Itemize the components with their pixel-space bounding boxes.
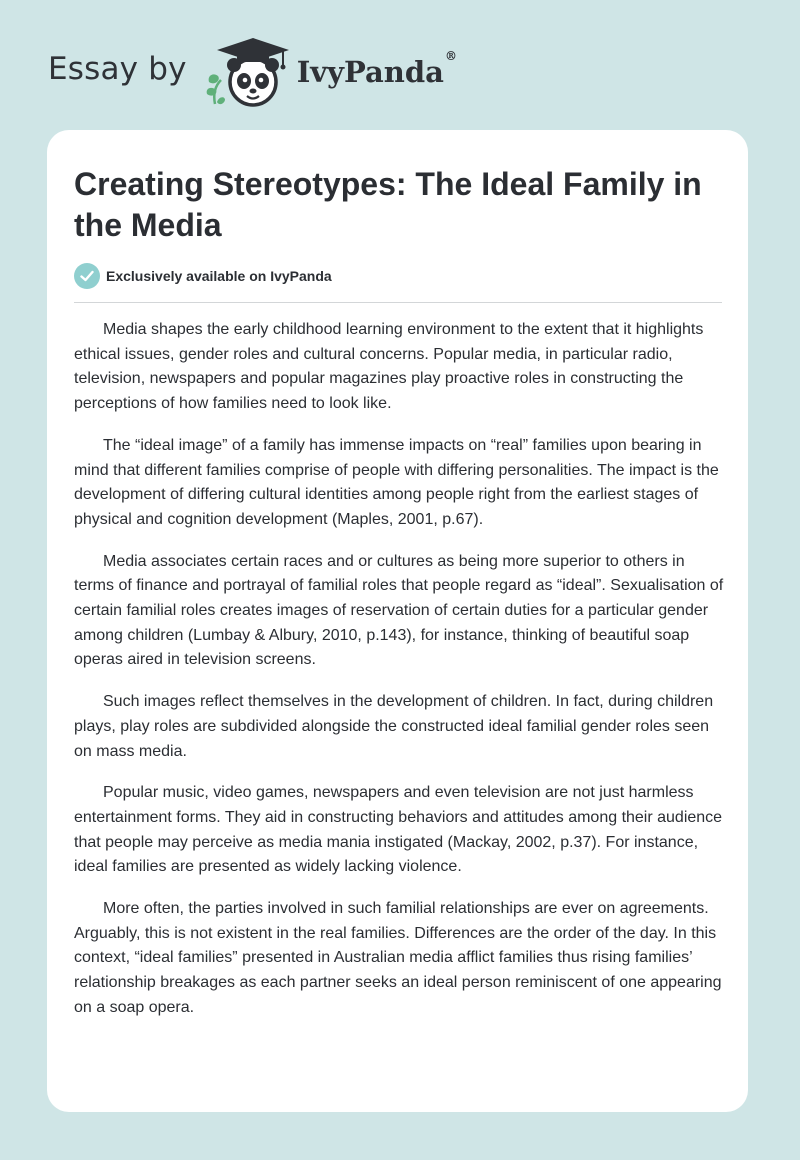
registered-mark: ®: [444, 49, 457, 63]
exclusive-badge-text: Exclusively available on IvyPanda: [106, 268, 332, 284]
essay-card: [47, 130, 748, 1112]
title-divider: [74, 302, 722, 303]
panda-graduate-icon: [203, 36, 295, 108]
brand-prefix: Essay by: [48, 51, 187, 87]
brand-name: [296, 49, 457, 89]
paragraph: Media associates certain races and or cultures as being more superior to others in terms of finance and portrayal of familial roles that people regard as “ideal”. Sexualisation of certain familial roles creates images of reservation of certain duties for a particular gender among children (Lumbay & Albury, 2010, p.143), for instance, thinking of beautiful soap operas aired in television screens.: [74, 552, 724, 669]
brand-name-text: IvyPanda: [296, 55, 444, 89]
paragraph: Such images reflect themselves in the development of children. In fact, during children plays, play roles are subdivided alongside the constructed ideal familial gender roles seen on mass media.: [74, 693, 714, 760]
paragraph: Media shapes the early childhood learning environment to the extent that it highlights ethical issues, gender roles and cultural concerns. Popular media, in particular radio, television, newspapers and popular magazines play proactive roles in constructing the perceptions of how families need to look like.: [74, 321, 704, 413]
site-brand[interactable]: [48, 36, 457, 108]
exclusive-badge: [74, 263, 332, 289]
paragraph: The “ideal image” of a family has immense impacts on “real” families upon bearing in mind that different families comprise of people with differing personalities. The impact is the development of differing cultural identities among people right from the earliest stages of physical and cognition development (Maples, 2001, p.67).: [74, 436, 719, 528]
paragraph: More often, the parties involved in such familial relationships are ever on agreements. Arguably, this is not existent in the real families. Differences are the order of the day. In this context, “ideal families” presented in Australian media afflict families thus rising families’ relationship breakages as each partner seeks an ideal person reminiscent of one appearing on a soap opera.: [74, 900, 722, 1016]
paragraph: Popular music, video games, newspapers and even television are not just harmless entertainment forms. They aid in constructing behaviors and attitudes among their audience that people may perceive as media mania instigated (Mackay, 2002, p.37). For instance, ideal families are presented as widely lacking violence.: [74, 784, 723, 876]
essay-body: [74, 318, 724, 1038]
check-circle-icon: [74, 263, 100, 289]
essay-title: Creating Stereotypes: The Ideal Family in the Media: [74, 166, 702, 243]
